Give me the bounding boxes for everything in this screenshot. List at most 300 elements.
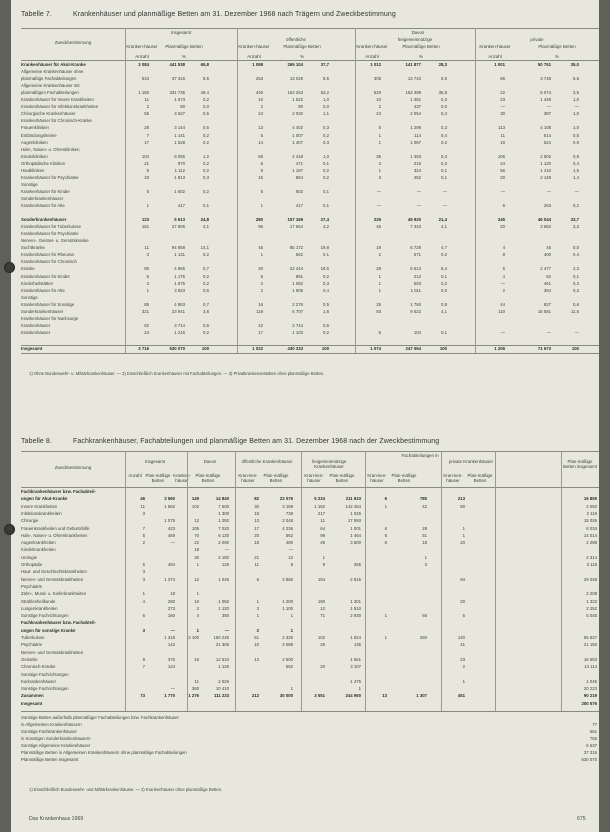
- table7-row: [21, 295, 599, 301]
- table8-cell: 105: [191, 525, 199, 531]
- table8-cell: 10: [194, 598, 199, 604]
- table7-cell: 0,0: [573, 245, 579, 251]
- table7-cell: 36: [376, 153, 381, 159]
- table7-cell: 4,1: [441, 224, 447, 230]
- table7-cell: —: [500, 104, 505, 110]
- table7-header-private: private: [530, 37, 544, 42]
- table7-cell: 1 011: [410, 287, 421, 293]
- table8-subheader: Plan-mäßige Betten: [195, 473, 221, 483]
- table7-row: [21, 330, 599, 336]
- table8-cell: 1: [196, 627, 199, 633]
- table7-cell: 1 175: [174, 273, 185, 279]
- table7-cell: 110: [498, 308, 505, 314]
- table7-row: [21, 189, 599, 195]
- table7-cell: 13: [258, 125, 263, 131]
- table7-cell: 11: [144, 97, 149, 103]
- table7-row: [21, 266, 599, 272]
- table7-cell: 25: [376, 301, 381, 307]
- punch-hole-top: [4, 262, 15, 273]
- table7-cell: 3 748: [540, 76, 551, 82]
- table7-cell: 65: [258, 153, 263, 159]
- table7-cell: 11,6: [570, 308, 579, 314]
- table8-cell: 3: [142, 569, 145, 575]
- table8-cell: 12: [288, 554, 293, 560]
- table8-row-label: Haut- und Geschlechtskrankheiten: [21, 569, 87, 575]
- table7-row: [21, 140, 599, 146]
- table7-row: [21, 224, 599, 230]
- table7-cell: 4 863: [174, 301, 185, 307]
- table7-cell: 93: [376, 308, 381, 314]
- table8-row-label: Tuberkulose: [21, 635, 45, 640]
- table8-cell: 49: [320, 540, 325, 546]
- table8-cell: 3 560: [164, 496, 175, 502]
- table7-cell: 3: [378, 174, 381, 180]
- table7-cell: 430 333: [287, 346, 303, 351]
- table8: [21, 451, 599, 771]
- table7-unit: %: [419, 54, 423, 59]
- table7-row-label: Krankenhäuser für Alte: [21, 287, 65, 293]
- table8-cell: 562: [285, 664, 293, 670]
- table7-cell: 8 055: [174, 153, 185, 159]
- table7-cell: 1 602: [174, 188, 185, 194]
- table7-cell: 461: [543, 280, 551, 286]
- table7-row: [21, 182, 599, 188]
- table7-cell: 21,4: [438, 217, 447, 223]
- table7-row-label: Krankenhäuser für Innere Krankheiten: [21, 97, 94, 103]
- table8-row-label: Nerven- und Gemütskrankheiten: [21, 576, 84, 582]
- table8-cell: 13 114: [584, 664, 597, 670]
- table8-cell: 56 627: [583, 635, 597, 640]
- table7-cell: 1 001: [494, 62, 505, 67]
- table7-cell: 1 131: [174, 252, 185, 258]
- table8-cell: 5: [142, 562, 145, 567]
- table8-cell: 13: [254, 656, 259, 662]
- table7-cell: 24,8: [200, 217, 209, 223]
- table8-cell: 6 034: [586, 525, 597, 531]
- table7-cell: 247 054: [405, 346, 421, 351]
- table7-row-label: Augenkliniken: [21, 139, 48, 145]
- table7-cell: 3: [146, 252, 149, 258]
- table7-cell: 6: [260, 160, 263, 166]
- table7-cell: 827: [543, 301, 551, 307]
- table7-cell: 394: [543, 287, 551, 293]
- table7-cell: 0,2: [203, 329, 209, 335]
- table7-cell: 1,0: [323, 97, 329, 103]
- table7-subheader: Kranken-häuser: [126, 44, 158, 49]
- table8-cell: —: [224, 547, 229, 553]
- table8-cell: 5 045: [586, 613, 597, 619]
- table7-unit: Anzahl: [365, 54, 379, 59]
- table7-cell: 114: [414, 132, 421, 138]
- table7-cell: 0,6: [573, 301, 579, 307]
- table8-group-header: Fachabteilungen in: [401, 453, 439, 458]
- table8-cell: 2: [196, 605, 199, 611]
- table7-cell: 6,4: [441, 266, 447, 272]
- table8-row: [21, 504, 599, 510]
- page-number: 675: [577, 816, 586, 822]
- table7-cell: 4,1: [441, 308, 447, 314]
- table8-cell: 12 534: [215, 656, 229, 662]
- table8-cell: 1 301: [350, 598, 361, 604]
- table7-cell: 2 502: [540, 153, 551, 159]
- table8-cell: 1: [290, 627, 293, 633]
- table7-row-label: Sonstige: [21, 294, 38, 300]
- table7-cell: 471: [295, 160, 303, 166]
- table7-cell: 19: [376, 245, 381, 251]
- table8-row-label: Geriatrie: [21, 656, 38, 662]
- table7-cell: 5: [260, 132, 263, 138]
- table8-row: [21, 635, 599, 641]
- table8-cell: —: [170, 540, 175, 546]
- table7-subheader: Kranken-häuser: [356, 44, 388, 49]
- table7-header-davon: Davon: [411, 30, 425, 35]
- table7-row: [21, 210, 599, 216]
- table7-row: [21, 288, 599, 294]
- table7-cell: 514: [543, 132, 551, 138]
- table7-cell: —: [500, 280, 505, 286]
- table7-row-label: Sonderkrankenhäuser: [21, 308, 64, 314]
- table7-cell: 1 407: [292, 139, 303, 145]
- table8-cell: 469: [167, 532, 175, 538]
- table7-cell: 56: [500, 167, 505, 173]
- table7-cell: 0,3: [323, 139, 329, 145]
- table8-row-label: Fachkrankenhäuser bzw. Fachabteil-: [21, 620, 96, 626]
- table7-cell: 2 276: [292, 301, 303, 307]
- table8-cell: 355: [353, 562, 361, 567]
- table8-cell: 2 090: [218, 540, 229, 546]
- table8-cell: 1 162: [314, 503, 325, 509]
- table8-cell: 1 475: [350, 678, 361, 684]
- table8-row-label: Strahlenheilkunde: [21, 598, 56, 604]
- table7-cell: 65,8: [200, 62, 209, 67]
- table7-cell: 534: [141, 76, 149, 82]
- table8-row: [21, 642, 599, 648]
- table7-cell: 0,6: [203, 287, 209, 293]
- table8-cell: 1: [384, 635, 387, 640]
- table7-cell: 0,2: [323, 273, 329, 279]
- table7-row-label: Krankenhäuser für Psychiatrie: [21, 231, 79, 237]
- table7-cell: 24: [144, 329, 149, 335]
- table7-cell: 1: [260, 203, 263, 208]
- table7-cell: 6: [502, 203, 505, 208]
- table7-cell: 1,1: [323, 111, 329, 117]
- table7-cell: 1 410: [540, 167, 551, 173]
- table8-cell: 6: [256, 576, 259, 582]
- table8-cell: 1 770: [164, 693, 175, 699]
- table7-row: [21, 309, 599, 315]
- table8-summary-value: 6 637: [586, 743, 597, 748]
- table7-cell: 0,6: [323, 322, 329, 328]
- table7-cell: 1 007: [292, 132, 303, 138]
- table7-cell: 40: [258, 266, 263, 272]
- table7-row-label: Krankenhäuser: [21, 329, 51, 335]
- table7-row-label: Krankenhäuser für Nachsorge: [21, 315, 79, 321]
- table8-row: [21, 679, 599, 685]
- table7-row: [21, 147, 599, 153]
- table8-cell: 2 026: [218, 678, 229, 684]
- table7-cell: 3 144: [174, 125, 185, 131]
- table7-cell: 1 448: [540, 97, 551, 103]
- table7-cell: 0,2: [323, 167, 329, 173]
- table7-cell: 17: [144, 139, 149, 145]
- table8-summary-value: 755: [589, 736, 597, 741]
- table8-cell: 22 076: [279, 496, 293, 502]
- table7-cell: 10: [376, 97, 381, 103]
- table7-cell: 0,5: [203, 125, 209, 131]
- table7-cell: 6: [146, 167, 149, 173]
- table8-cell: 8: [290, 562, 293, 567]
- table8-cell: 46: [140, 496, 145, 502]
- table7-cell: 1 112: [174, 167, 185, 173]
- table7-row-label: Chirurgische Krankenhäuser: [21, 111, 76, 117]
- table8-cell: 480: [285, 540, 293, 546]
- table8-summary-value: 37 316: [583, 750, 597, 755]
- table7-cell: 0,8: [441, 301, 447, 307]
- table7-cell: 16: [500, 139, 505, 145]
- table8-cell: 1 045: [586, 678, 597, 684]
- table7-row: [21, 125, 599, 131]
- table8-row-label: ungen für Akut-Kranke: [21, 496, 68, 502]
- table7-cell: 624: [543, 139, 551, 145]
- table8-group-header: private Krankenhäuser: [448, 459, 494, 464]
- table8-cell: 124: [167, 664, 175, 670]
- table8-cell: 1: [462, 532, 465, 538]
- table7-row-label: Krankenhäuser für Alte: [21, 203, 65, 208]
- table7-cell: 1: [378, 287, 381, 293]
- table7-row: [21, 259, 599, 265]
- table7-cell: 0,2: [203, 252, 209, 258]
- table7-cell: 163 263: [287, 90, 303, 96]
- table7-cell: 3: [378, 160, 381, 166]
- table8-row-label: Frauenkrankheiten und Geburtshilfe: [21, 525, 90, 531]
- table7-unit: %: [182, 54, 186, 59]
- table7-row-label: Krankenhäuser für Chronisch-Kranke: [21, 118, 92, 124]
- table7-cell: 4 418: [292, 153, 303, 159]
- table7-cell: 1 299: [410, 125, 421, 131]
- table8-subheader: Kran-ken-häuser: [367, 473, 387, 483]
- table7-cell: —: [500, 188, 505, 194]
- table7-unit: %: [300, 54, 304, 59]
- table7-cell: —: [416, 203, 421, 208]
- table8-cell: 21: [254, 554, 259, 560]
- table7-cell: —: [376, 203, 381, 208]
- table7-row-label: Orthopädische Kliniken: [21, 160, 66, 166]
- table8-cell: 1 510: [350, 605, 361, 611]
- table8-cell: 102: [317, 635, 325, 640]
- table8-summary-row: [21, 750, 599, 756]
- table7-cell: 7 443: [410, 224, 421, 230]
- table7-cell: 28: [376, 266, 381, 272]
- table7-cell: 1: [378, 280, 381, 286]
- page-footer-left: Das Krankenhaus 1969: [29, 816, 84, 822]
- table8-cell: 28: [422, 525, 427, 531]
- table8-summary-row: [21, 722, 599, 728]
- table8-row-label: Insgesamt: [21, 700, 43, 706]
- table7-cell: 55: [144, 111, 149, 117]
- table8-cell: 2 326: [282, 635, 293, 640]
- table7-cell: 3,5: [573, 90, 579, 96]
- table7-cell: 37,7: [320, 62, 329, 67]
- table7-cell: 46 044: [537, 217, 551, 223]
- table7-cell: 2 148: [540, 174, 551, 180]
- table8-cell: 1: [290, 686, 293, 692]
- table7-row-label: Kinderheilstätten: [21, 280, 54, 286]
- table8-cell: 11: [320, 518, 325, 524]
- table8-cell: 190: [317, 598, 325, 604]
- table7-cell: 1,0: [323, 153, 329, 159]
- table7-cell: 1 067: [410, 139, 421, 145]
- table7-cell: 22 444: [289, 266, 303, 272]
- table8-cell: 260: [419, 635, 427, 640]
- table7-cell: 10: [258, 97, 263, 103]
- table8-row-label: Chirurgie: [21, 518, 39, 524]
- table7-cell: 71 673: [537, 346, 551, 351]
- table7-row-label: Krankenhäuser für Tuberkulose: [21, 224, 81, 230]
- table7-cell: 1 216: [174, 329, 185, 335]
- table8-summary-value: 77: [592, 722, 597, 727]
- table7-cell: 16: [258, 301, 263, 307]
- table7-cell: 45: [376, 224, 381, 230]
- table7-row: [21, 245, 599, 251]
- table7-cell: 2: [260, 287, 263, 293]
- table8-row-label: Innere Krankheiten: [21, 503, 58, 509]
- table7-cell: 4: [502, 273, 505, 279]
- table7-row: [21, 133, 599, 139]
- table8-cell: 1: [424, 554, 427, 560]
- table8-cell: 120: [457, 635, 465, 640]
- table8-cell: 18: [422, 540, 427, 546]
- table7-cell: 45: [258, 245, 263, 251]
- table7-cell: 1,6: [323, 308, 329, 314]
- table7-cell: 0,2: [203, 97, 209, 103]
- table8-cell: 12: [320, 605, 325, 611]
- table8-cell: 6: [384, 496, 387, 502]
- table8-subheader: Kranken-häuser: [173, 473, 191, 483]
- table8-row: [21, 540, 599, 546]
- table8-cell: 1 045: [350, 510, 361, 516]
- table7-cell: 4,2: [323, 224, 329, 230]
- table7-cell: 4,7: [441, 245, 447, 251]
- table8-cell: 2: [142, 540, 145, 546]
- table8-footnote: 1) Einschließlich Bundeswehr- und Militärkrankenhäuser. — 2) Krankenhäuser ohne planmäßige Betten.: [29, 787, 223, 792]
- table8-cell: 16 855: [583, 496, 597, 502]
- table7-row-label: Krankenhäuser für Akut-Kranke: [21, 62, 86, 67]
- table7-cell: 321: [141, 308, 149, 314]
- table8-row-label: Kinderkrankheiten: [21, 547, 56, 553]
- table7-cell: 437: [413, 104, 421, 110]
- table8-cell: 1 300: [218, 510, 229, 516]
- table7-cell: —: [416, 188, 421, 194]
- table7-cell: 6: [378, 329, 381, 335]
- table8-summary-label: Planmäßige Betten in Allgemeinen Krankenhäusern ohne planmäßige Fachabteilungen: [21, 750, 187, 755]
- table7-cell: 3 714: [174, 322, 185, 328]
- table7-cell: 2: [502, 287, 505, 293]
- table8-cell: 51: [422, 532, 427, 538]
- table8-cell: 1 661: [350, 656, 361, 662]
- table7-cell: 0,5: [203, 111, 209, 117]
- document-page: [11, 0, 599, 832]
- table8-cell: 1: [142, 591, 145, 597]
- table7-cell: 42: [258, 322, 263, 328]
- table7-cell: 27,4: [320, 217, 329, 223]
- table8-cell: 20 223: [583, 686, 597, 692]
- table8-cell: 1: [290, 613, 293, 619]
- table7-cell: 94 858: [171, 245, 185, 251]
- table7-row-label: Krankenhäuser für Kinder: [21, 273, 70, 279]
- table8-cell: 2 930: [350, 613, 361, 619]
- table7-cell: 1 098: [252, 62, 263, 67]
- table7-cell: —: [442, 188, 447, 194]
- table7-row: [21, 76, 599, 82]
- table8-summary-row: [21, 736, 599, 742]
- table7-cell: 1,0: [573, 111, 579, 117]
- table7-cell: —: [574, 188, 579, 194]
- table7-cell: 45: [546, 245, 551, 251]
- table8-cell: 1 250: [218, 518, 229, 524]
- table7-row: [21, 118, 599, 124]
- table8-cell: 6 130: [218, 532, 229, 538]
- table7-cell: 331 735: [169, 90, 185, 96]
- table8-cell: 2 050: [586, 503, 597, 509]
- table8-cell: 1: [196, 562, 199, 567]
- table8-cell: 160: [167, 613, 175, 619]
- table8-cell: 2 815: [350, 576, 361, 582]
- table8-cell: 5: [384, 540, 387, 546]
- table7-subheader: Kranken-häuser: [238, 44, 270, 49]
- table7-cell: 1 012: [370, 62, 381, 67]
- table7-cell: 305: [373, 76, 381, 82]
- table8-cell: 7 600: [218, 503, 229, 509]
- table7-cell: 0,1: [441, 273, 447, 279]
- table7-cell: —: [376, 188, 381, 194]
- table8-row: [21, 701, 599, 707]
- table8-cell: 2 048: [282, 518, 293, 524]
- table7-cell: 1,0: [573, 97, 579, 103]
- table7-cell: 4 965: [174, 266, 185, 272]
- table7-cell: —: [500, 329, 505, 335]
- table7-cell: 0,4: [573, 160, 579, 166]
- table7-row: [21, 104, 599, 110]
- table7-cell: 0,2: [203, 188, 209, 194]
- table8-cell: 3: [424, 562, 427, 567]
- table7-row-label: planmäßige Fachabteilungen: [21, 76, 77, 82]
- table8-cell: 41: [460, 642, 465, 648]
- table7-cell: 0,8: [573, 153, 579, 159]
- table7-cell: 1: [378, 132, 381, 138]
- table8-row: [21, 489, 599, 495]
- table7-unit: Anzahl: [247, 54, 261, 59]
- table7-cell: 80: [144, 266, 149, 272]
- table7-cell: 265 104: [287, 62, 303, 67]
- table7-cell: 100: [201, 346, 209, 351]
- table7-cell: 324: [413, 167, 421, 173]
- table8-row: [21, 584, 599, 590]
- table7-cell: 106: [497, 153, 505, 159]
- table7-row: [21, 274, 599, 280]
- table8-row-label: Orthopädie: [21, 562, 43, 567]
- table8-cell: 13: [382, 693, 387, 699]
- table8-subheader: Plan-mäßige Betten: [391, 473, 417, 483]
- table7-cell: 161: [141, 224, 149, 230]
- table7-cell: 33: [144, 174, 149, 180]
- table7-row: [21, 316, 599, 322]
- table8-cell: 16 553: [583, 656, 597, 662]
- table7-cell: 0,2: [441, 280, 447, 286]
- table8-subheader: Kran-ken-häuser: [304, 473, 324, 483]
- table7-cell: 1,2: [203, 153, 209, 159]
- table7-cell: 113: [498, 125, 505, 131]
- table7-row-label: Krankenhäuser für Chronisch: [21, 259, 77, 265]
